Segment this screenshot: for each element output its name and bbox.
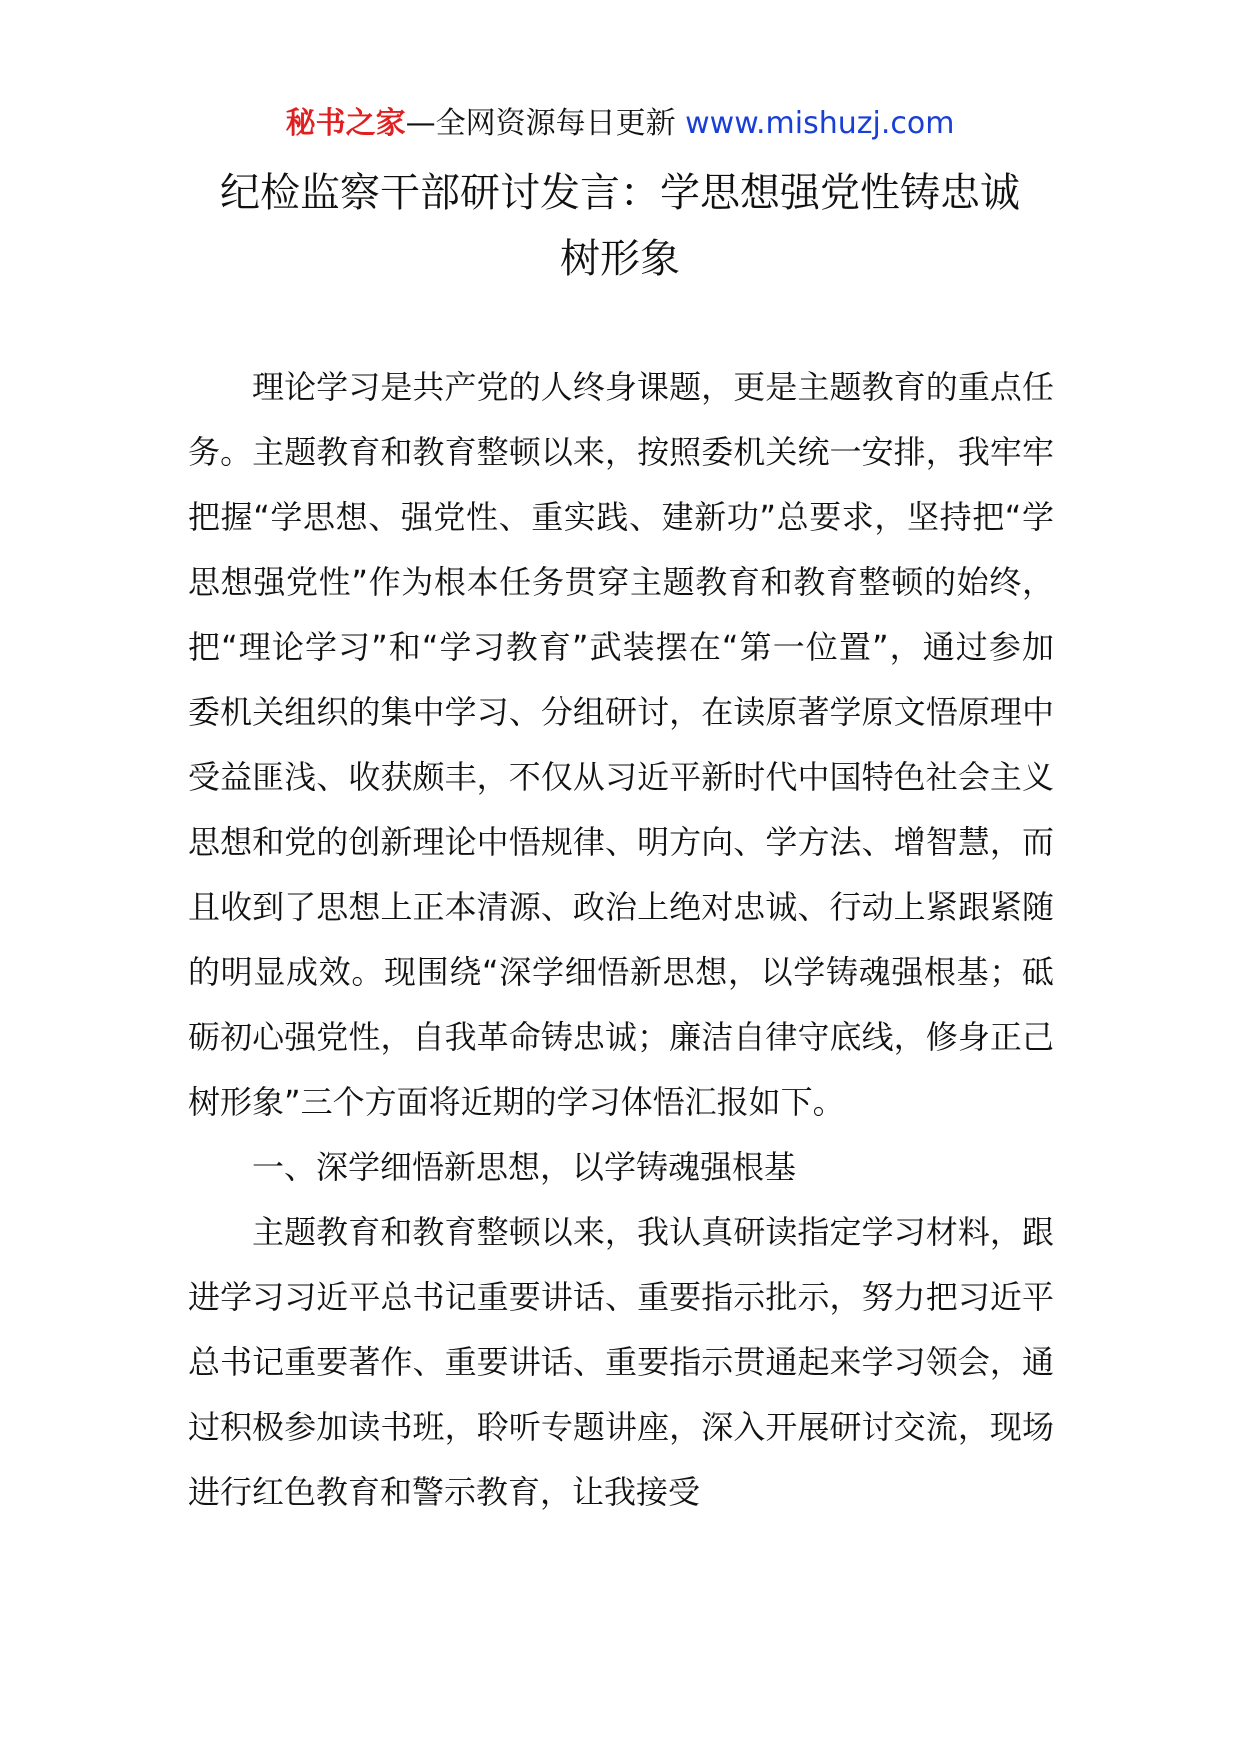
body-paragraph: 主题教育和教育整顿以来，我认真研读指定学习材料，跟进学习习近平总书记重要讲话、重要指示批示，努力把习近平总书记重要著作、重要讲话、重要指示贯通起来学习领会，通过积极参加读书班，聆听专题讲座，深入开展研讨交流，现场进行红色教育和警示教育，让我接受	[188, 1213, 1054, 1511]
body-paragraph: 理论学习是共产党的人终身课题，更是主题教育的重点任务。主题教育和教育整顿以来，按照委机关统一安排，我牢牢把握“学思想、强党性、重实践、建新功”总要求，坚持把“学思想强党性”作为根本任务贯穿主题教育和教育整顿的始终，把“理论学习”和“学习教育”武装摆在“第一位置”，通过参加委机关组织的集中学习、分组研讨，在读原著学原文悟原理中受益匪浅、收获颇丰，不仅从习近平新时代中国特色社会主义思想和党的创新理论中悟规律、明方向、学方法、增智慧，而且收到了思想上正本清源、政治上绝对忠诚、行动上紧跟紧随的明显成效。现围绕“深学细悟新思想，以学铸魂强根基；砥砺初心强党性，自我革命铸忠诚；廉洁自律守底线，修身正己树形象”三个方面将近期的学习体悟汇报如下。	[188, 368, 1054, 1121]
document-body	[188, 355, 1054, 1525]
document-title-line-1: 纪检监察干部研讨发言：学思想强党性铸忠诚	[220, 170, 1020, 216]
section-heading: 一、深学细悟新思想，以学铸魂强根基	[252, 1148, 797, 1186]
site-tagline: —全网资源每日更新	[405, 106, 686, 141]
document-title-line-2: 树形象	[560, 236, 680, 282]
site-url-link[interactable]: www.mishuzj.com	[685, 106, 955, 141]
document-title	[150, 160, 1090, 292]
brand-name: 秘书之家	[285, 106, 406, 141]
site-header	[0, 100, 1240, 148]
